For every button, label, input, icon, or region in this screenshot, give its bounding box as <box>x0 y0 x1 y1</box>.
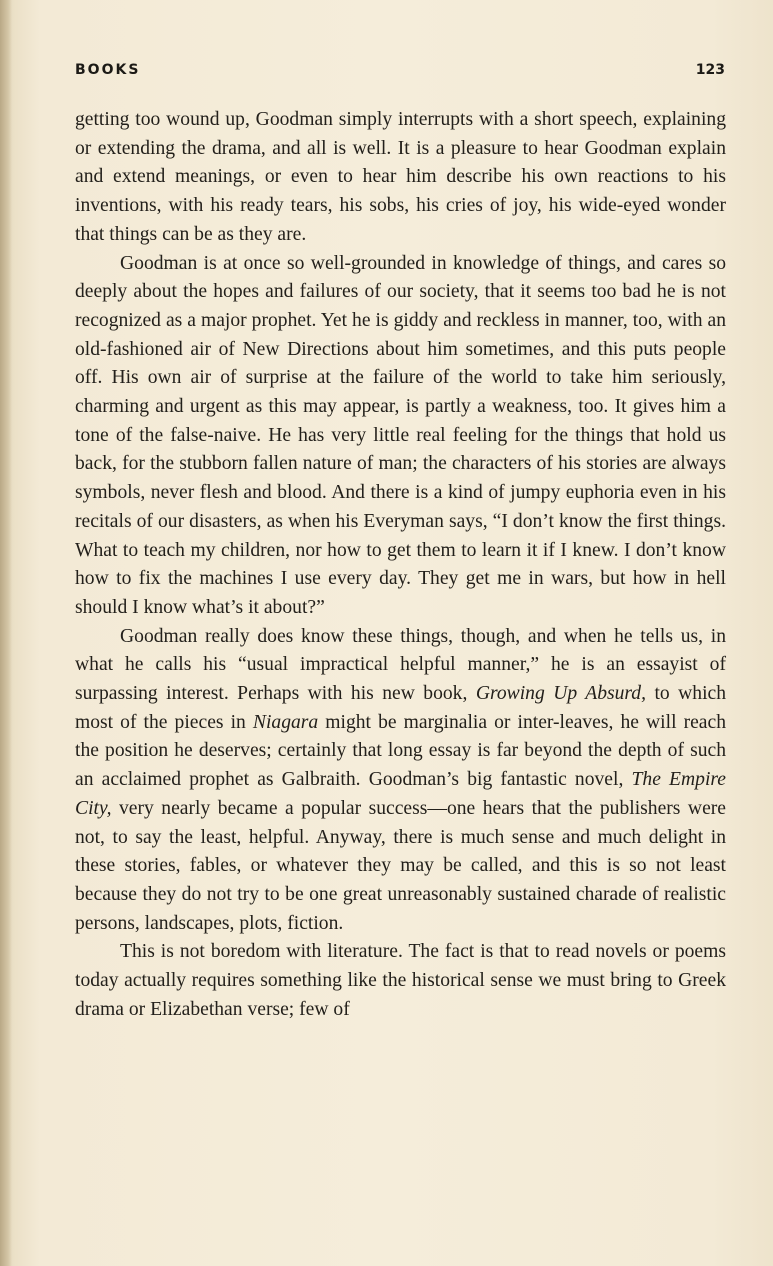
running-head <box>75 62 725 84</box>
italic-title-text: The Empire City, <box>75 769 726 819</box>
paragraph-text: Goodman really does know these things, though, and when he tells us, in what he calls his “usual impractical helpful manner,” he is an essayist of surpassing interest. Perhaps with his new book, <box>75 625 726 705</box>
paragraph-text: very nearly became a popular success—one hears that the publishers were not, to say the least, helpful. Anyway, there is much sense and much delight in these stories, fables, or whatever they may be called, and this is so not least because they do not try to be one great unreasonably sustained charade of realistic persons, landscapes, plots, fiction. <box>75 797 726 934</box>
italic-title-text: Niagara <box>252 711 319 733</box>
paragraph <box>75 250 726 623</box>
page-number: 123 <box>695 62 725 78</box>
page-gutter-shadow <box>0 0 12 1266</box>
paragraph-text: to which most of the pieces in <box>75 683 727 733</box>
paragraph-text: Goodman is at once so well-grounded in knowledge of things, and cares so deeply about the hopes and failures of our society, that it seems too bad he is not recognized as a major prophet. Yet he is giddy and reckless in manner, too, with an old-fashioned air of New Directions about him sometimes, and this puts people off. His own air of surprise at the failure of the world to take him seriously, charming and urgent as this may appear, is partly a weakness, too. It gives him a tone of the false-naive. He has very little real feeling for the things that hold us back, for the stubborn fallen nature of man; the characters of his stories are always symbols, never flesh and blood. And there is a kind of jumpy euphoria even in his recitals of our disasters, as when his Everyman says, “I don’t know the first things. What to teach my children, nor how to get them to learn it if I knew. I don’t know how to fix the machines I use every day. They get me in wars, but how in hell should I know what’s it about?” <box>75 252 726 618</box>
body-text <box>75 106 726 1025</box>
italic-title-text: Growing Up Absurd, <box>475 683 647 705</box>
paragraph <box>75 106 726 250</box>
paragraph-text: This is not boredom with literature. The fact is that to read novels or poems today actually requires something like the historical sense we must bring to Greek drama or Elizabethan verse; few of <box>75 941 726 1020</box>
paragraph-text: getting too wound up, Goodman simply interrupts with a short speech, explaining or extending the drama, and all is well. It is a pleasure to hear Goodman explain and extend meanings, or even to hear him describe his own reactions to his inventions, with his ready tears, his sobs, his cries of joy, his wide-eyed wonder that things can be as they are. <box>75 109 726 245</box>
section-title: BOOKS <box>75 62 141 78</box>
paragraph <box>75 623 726 939</box>
paragraph <box>75 938 726 1024</box>
paragraph-text: might be marginalia or inter-leaves, he will reach the position he deserves; certainly that long essay is far beyond the depth of such an acclaimed prophet as Galbraith. Goodman’s big fantastic novel, <box>75 711 726 791</box>
